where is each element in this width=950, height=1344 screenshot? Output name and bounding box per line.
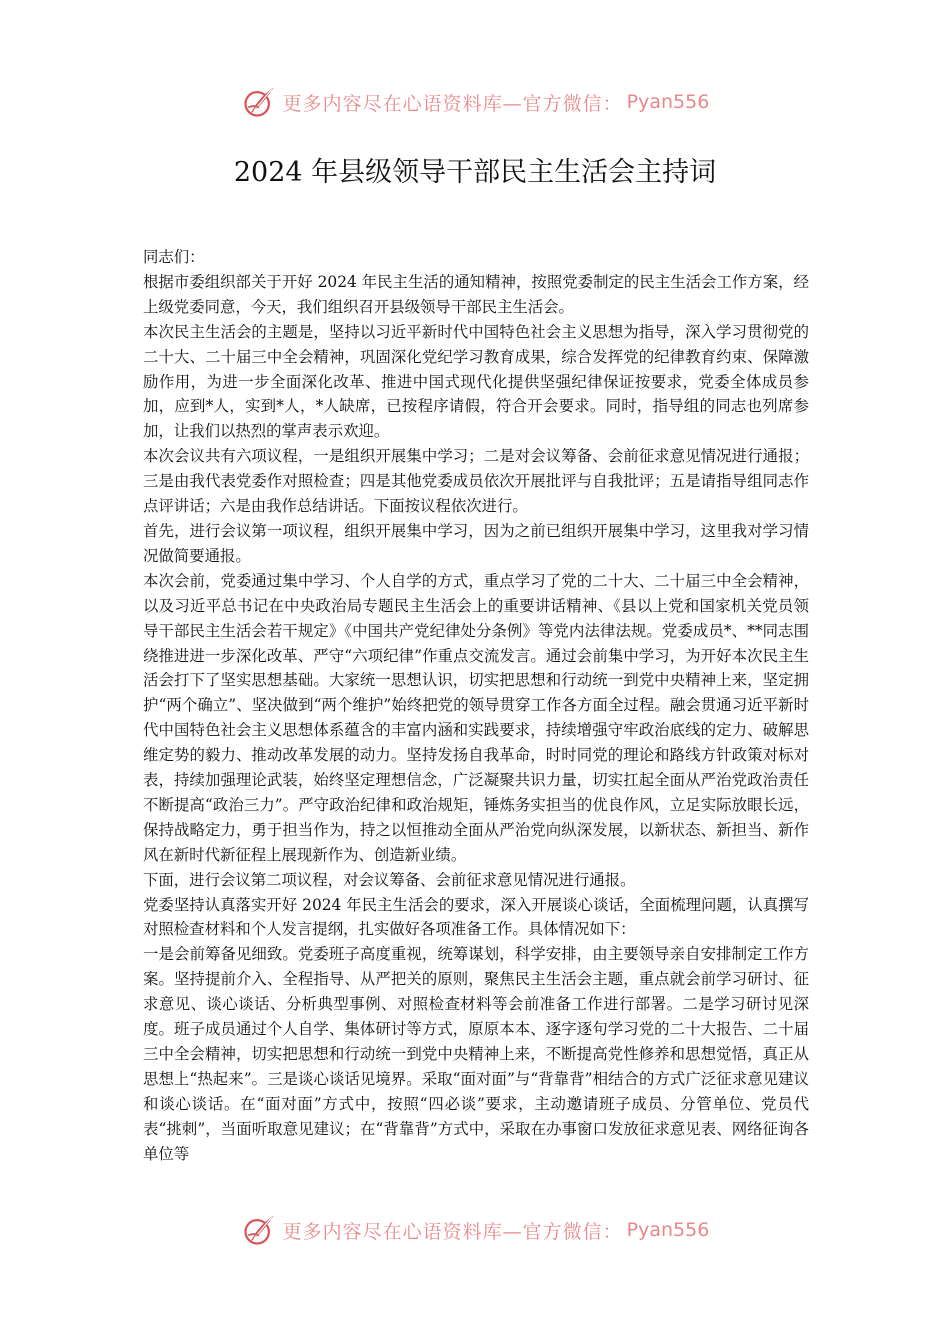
paragraph: 下面，进行会议第二项议程，对会议筹备、会前征求意见情况进行通报。 (143, 870, 636, 889)
banner-text: 更多内容尽在心语资料库—官方微信： (282, 1220, 623, 1243)
paragraph: 一是会前筹备见细致。党委班子高度重视，统筹谋划，科学安排，由主要领导亲自安排制定工作方案。坚持提前介入、全程指导、从严把关的原则，聚焦民主生活会主题，重点就会前学习研讨、征求意见、谈心谈话、分析典型事例、对照检查材料等会前准备工作进行部署。二是学习研讨见深度。班子成员通过个人自学、集体研讨等方式，原原本本、逐字逐句学习党的二十大报告、二十届三中全会精神，切实把思想和行动统一到党中央精神上来，不断提高党性修养和思想觉悟，真正从思想上“热起来”。三是谈心谈话见境界。采取“面对面”与“背靠背”相结合的方式广泛征求意见建议和谈心谈话。在“面对面”方式中，按照“四必谈”要求，主动邀请班子成员、分管单位、党员代表“挑刺”，当面听取意见建议；在“背靠背”方式中，采取在办事窗口发放征求意见表、网络征询各单位等 (143, 945, 809, 1163)
banner-wechat-id: Pyan556 (626, 1219, 710, 1241)
header-watermark-banner (0, 80, 950, 124)
feather-quill-icon (241, 1212, 277, 1248)
paragraph-salutation: 同志们： (143, 248, 205, 266)
banner-wechat-id: Pyan556 (626, 91, 710, 113)
document-title: 2024 年县级领导干部民主生活会主持词 (233, 157, 717, 188)
document-body (143, 245, 809, 1167)
banner-text: 更多内容尽在心语资料库—官方微信： (282, 92, 623, 115)
feather-quill-icon (241, 84, 277, 120)
paragraph: 首先，进行会议第一项议程，组织开展集中学习，因为之前已组织开展集中学习，这里我对学习情况做简要通报。 (143, 521, 809, 565)
paragraph: 根据市委组织部关于开好 2024 年民主生活的通知精神，按照党委制定的民主生活会工作方案，经上级党委同意，今天，我们组织召开县级领导干部民主生活会。 (143, 272, 809, 316)
footer-watermark-banner (0, 1208, 950, 1252)
paragraph: 本次会议共有六项议程，一是组织开展集中学习；二是对会议筹备、会前征求意见情况进行通报；三是由我代表党委作对照检查；四是其他党委成员依次开展批评与自我批评；五是请指导组同志作点评讲话；六是由我作总结讲话。下面按议程依次进行。 (143, 447, 809, 516)
paragraph: 党委坚持认真落实开好 2024 年民主生活会的要求，深入开展谈心谈话，全面梳理问题，认真撰写对照检查材料和个人发言提纲，扎实做好各项准备工作。具体情况如下： (143, 895, 809, 939)
paragraph: 本次民主生活会的主题是，坚持以习近平新时代中国特色社会主义思想为指导，深入学习贯彻党的二十大、二十届三中全会精神，巩固深化党纪学习教育成果，综合发挥党的纪律教育约束、保障激励作用，为进一步全面深化改革、推进中国式现代化提供坚强纪律保证按要求，党委全体成员参加，应到*人，实到*人，*人缺席，已按程序请假，符合开会要求。同时，指导组的同志也列席参加，让我们以热烈的掌声表示欢迎。 (143, 322, 809, 441)
paragraph: 本次会前，党委通过集中学习、个人自学的方式，重点学习了党的二十大、二十届三中全会精神，以及习近平总书记在中央政治局专题民主生活会上的重要讲话精神、《县以上党和国家机关党员领导干部民主生活会若干规定》《中国共产党纪律处分条例》等党内法律法规。党委成员*、**同志围绕推进进一步深化改革、严守“六项纪律”作重点交流发言。通过会前集中学习，为开好本次民主生活会打下了坚实思想基础。大家统一思想认识，切实把思想和行动统一到党中央精神上来，坚定拥护“两个确立”、坚决做到“两个维护”始终把党的领导贯穿工作各方面全过程。融会贯通习近平新时代中国特色社会主义思想体系蕴含的丰富内涵和实践要求，持续增强守牢政治底线的定力、破解思维定势的毅力、推动改革发展的动力。坚持发扬自我革命，时时同党的理论和路线方针政策对标对表，持续加强理论武装，始终坚定理想信念，广泛凝聚共识力量，切实扛起全面从严治党政治责任不断提高“政治三力”。严守政治纪律和政治规矩，锤炼务实担当的优良作风，立足实际放眼长远，保持战略定力，勇于担当作为，持之以恒推动全面从严治党向纵深发展，以新状态、新担当、新作风在新时代新征程上展现新作为、创造新业绩。 (143, 571, 809, 864)
